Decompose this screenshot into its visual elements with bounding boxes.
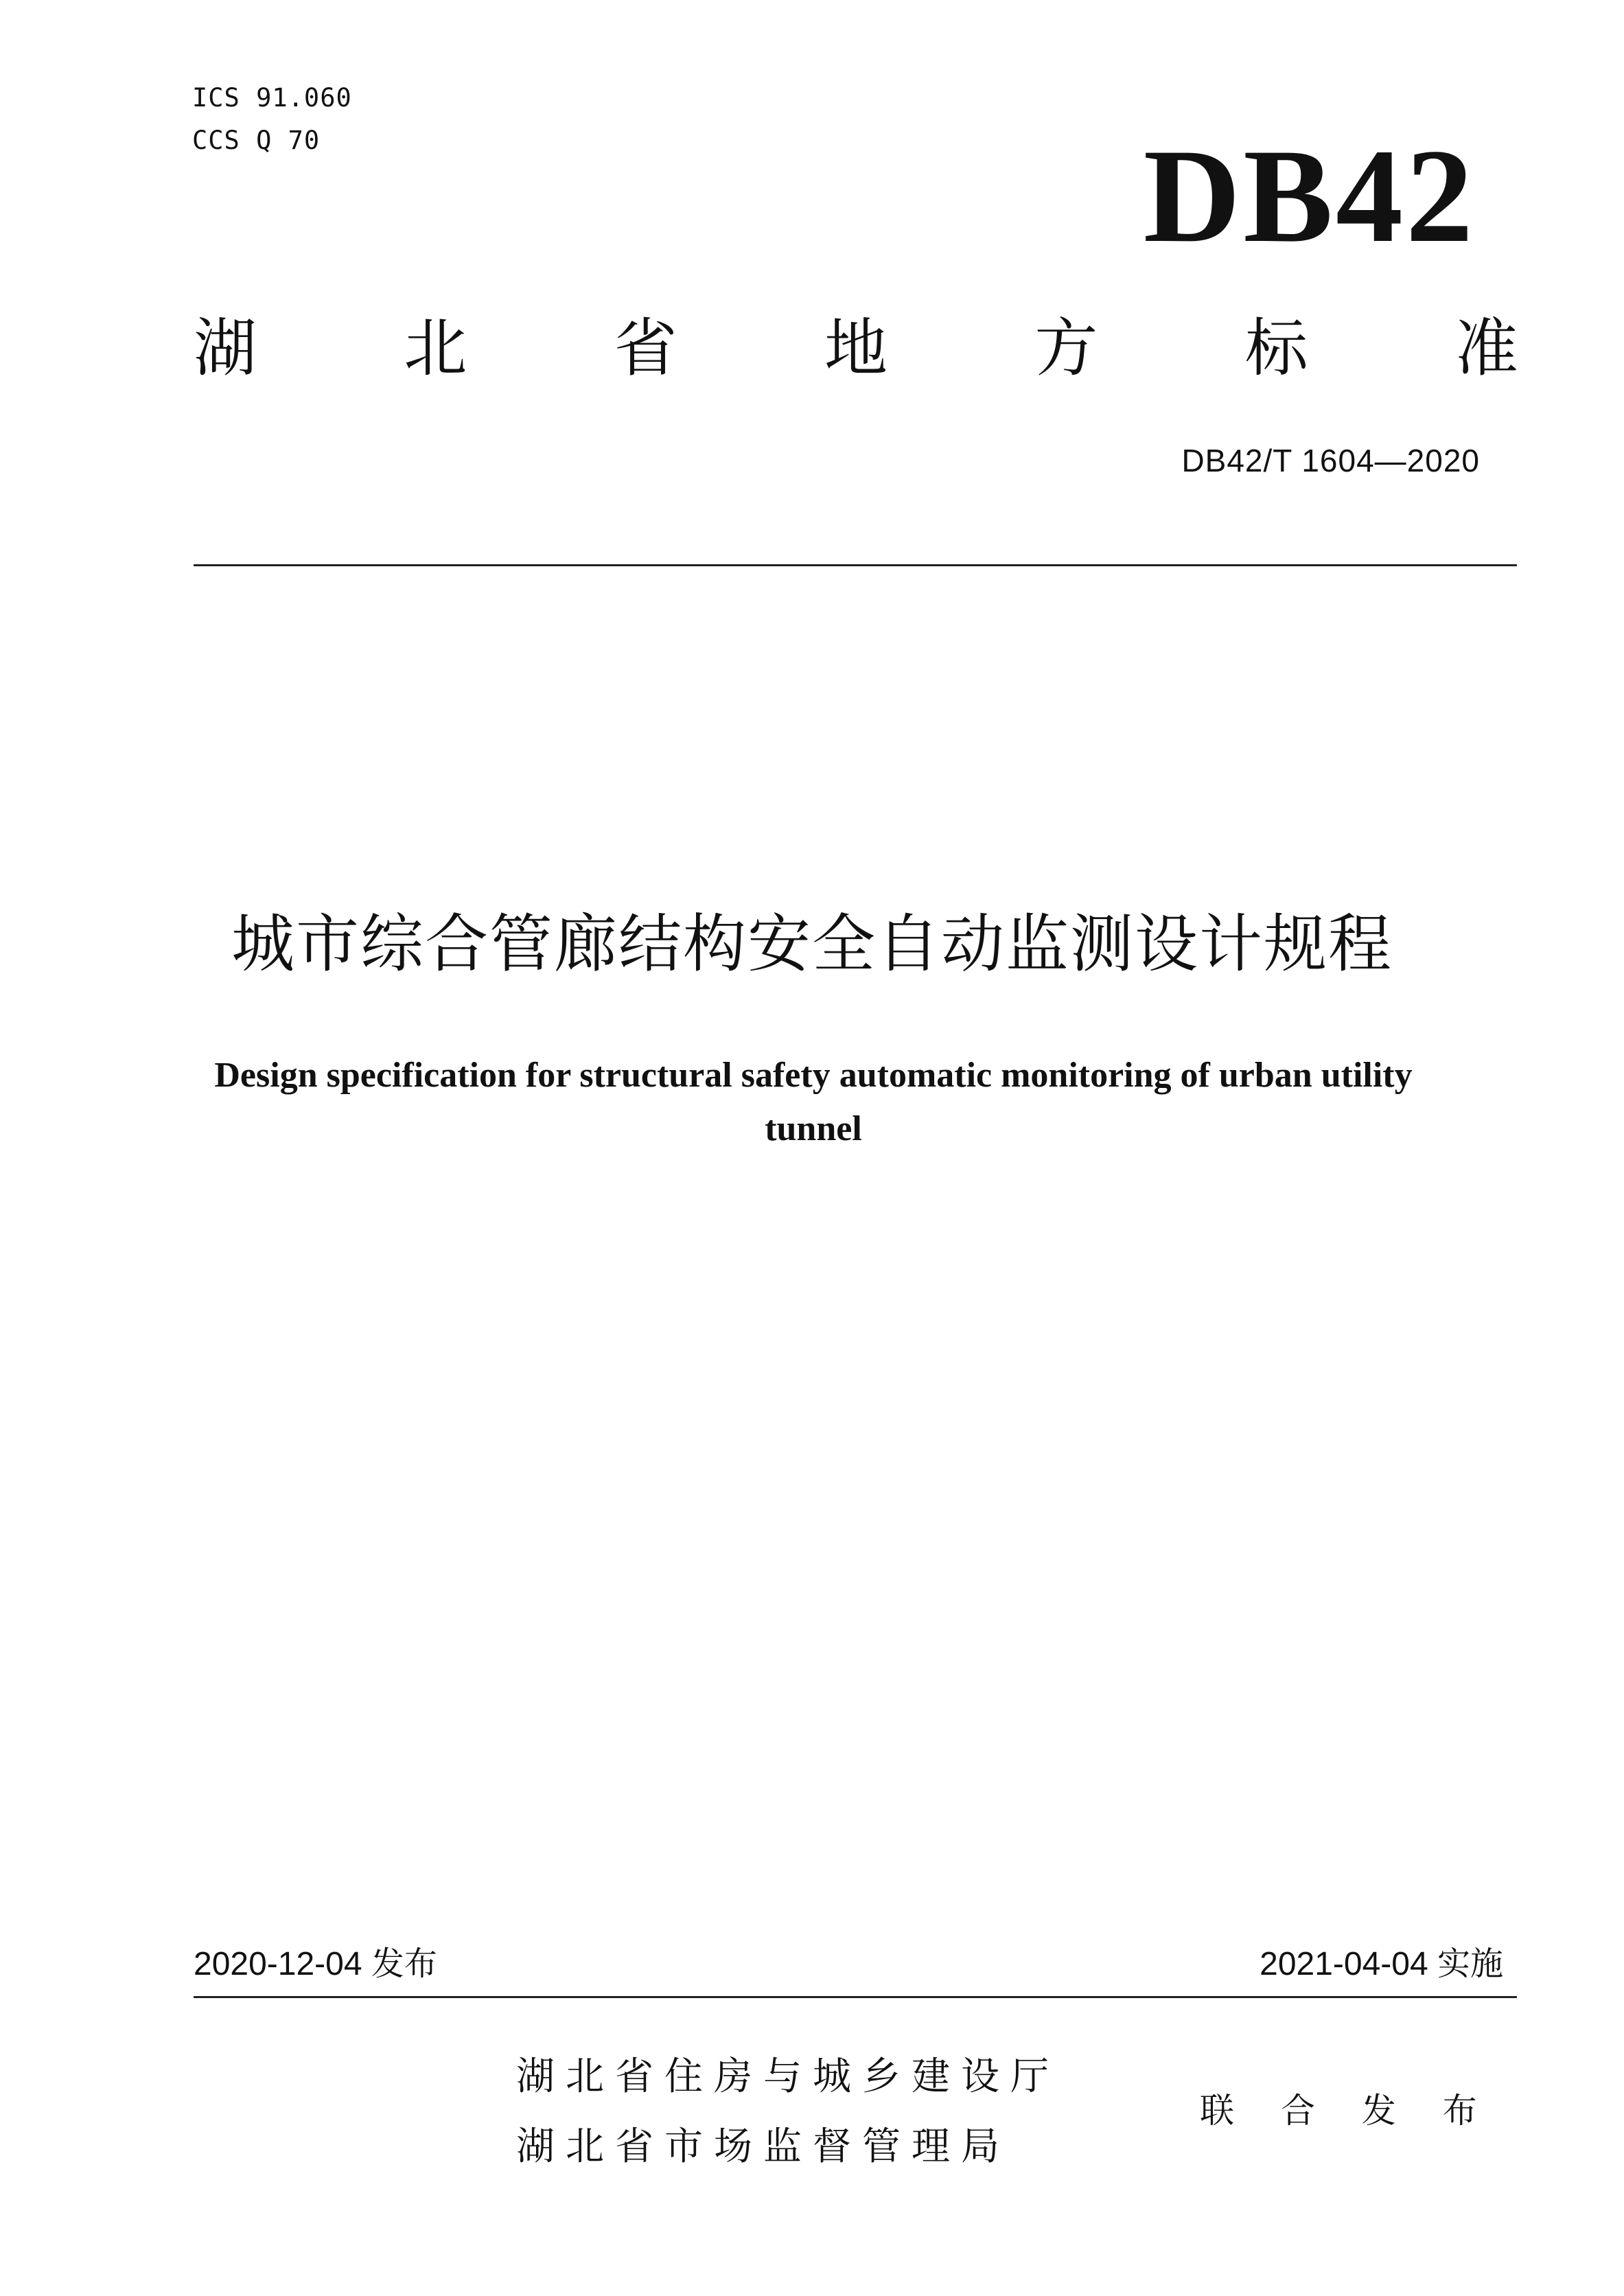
issue-date: 2020-12-04 发布	[194, 1946, 437, 1982]
ics-code: ICS 91.060	[192, 83, 352, 113]
standard-type-char: 地	[824, 312, 888, 385]
standard-type-char: 北	[404, 312, 467, 385]
title-english: Design specification for structural safety automatic monitoring of urban utility tunnel	[214, 1056, 1413, 1148]
top-divider	[194, 564, 1517, 566]
publisher-org-1: 湖北省住房与城乡建设厅	[516, 2054, 1060, 2099]
standard-number: DB42/T 1604—2020	[1181, 443, 1480, 478]
bottom-divider	[194, 1996, 1517, 1998]
ccs-code: CCS Q 70	[192, 126, 321, 155]
standard-type-char: 省	[614, 312, 677, 385]
standard-type-char: 准	[1454, 312, 1518, 385]
joint-publish-label: 联 合 发 布	[1200, 2091, 1495, 2131]
standard-type-char: 湖	[194, 312, 257, 385]
standard-type-heading	[194, 312, 1518, 385]
title-chinese: 城市综合管廊结构安全自动监测设计规程	[231, 907, 1393, 981]
publisher-org-2: 湖北省市场监督管理局	[516, 2124, 1010, 2169]
standard-logo: DB42	[1143, 121, 1476, 270]
standard-type-char: 方	[1034, 312, 1098, 385]
standard-type-char: 标	[1244, 312, 1308, 385]
implementation-date: 2021-04-04 实施	[1260, 1946, 1503, 1982]
